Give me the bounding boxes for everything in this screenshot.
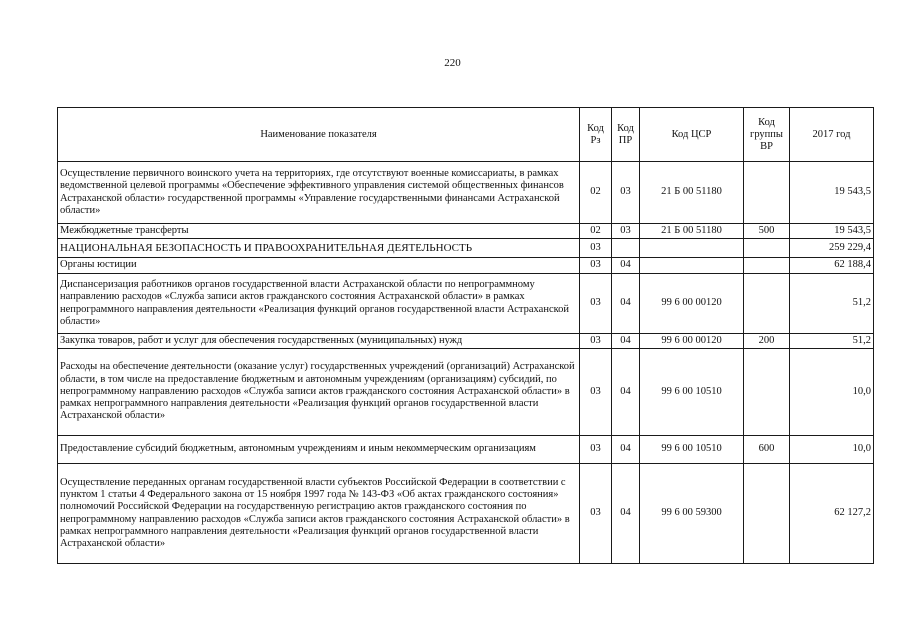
table-row [58,162,874,224]
budget-table [57,107,874,564]
row-amount: 51,2 [790,334,874,349]
row-name: Расходы на обеспечение деятельности (оказание услуг) государственных учреждений (организаций) Астраханской области, в том числе на предоставление бюджетным и автономным учреждениям (организациям) субсидий, по непрограммному направлению расходов «Служба записи актов гражданского состояния Астраханской области» в рамках непрограммного направления деятельности «Реализация функций органов государственной власти Астраханской области» [58,349,580,436]
table-header-row [58,108,874,162]
row-vr [744,274,790,334]
table-row [58,334,874,349]
page-number: 220 [444,57,461,69]
row-rz: 03 [580,334,612,349]
row-csr [640,258,744,274]
table-row [58,258,874,274]
row-rz: 03 [580,239,612,258]
row-amount: 62 127,2 [790,464,874,564]
row-vr [744,162,790,224]
row-csr: 21 Б 00 51180 [640,224,744,239]
row-pr: 04 [612,349,640,436]
row-rz: 03 [580,436,612,464]
row-amount: 19 543,5 [790,224,874,239]
row-csr: 99 6 00 00120 [640,274,744,334]
row-pr: 04 [612,258,640,274]
row-vr: 500 [744,224,790,239]
row-csr: 99 6 00 00120 [640,334,744,349]
row-vr [744,349,790,436]
row-name: НАЦИОНАЛЬНАЯ БЕЗОПАСНОСТЬ И ПРАВООХРАНИТЕЛЬНАЯ ДЕЯТЕЛЬНОСТЬ [58,239,580,258]
row-name: Предоставление субсидий бюджетным, автономным учреждениям и иным некоммерческим организациям [58,436,580,464]
row-csr: 99 6 00 10510 [640,436,744,464]
row-vr [744,239,790,258]
row-amount: 62 188,4 [790,258,874,274]
row-rz: 02 [580,224,612,239]
header-year: 2017 год [790,108,874,162]
row-pr: 04 [612,334,640,349]
row-name: Диспансеризация работников органов государственной власти Астраханской области по непрограммному направлению расходов «Служба записи актов гражданского состояния Астраханской области» в рамках непрограммного направления деятельности «Реализация функций органов государственной власти Астраханской области» [58,274,580,334]
row-vr [744,464,790,564]
table-row [58,349,874,436]
row-amount: 10,0 [790,349,874,436]
row-rz: 03 [580,258,612,274]
header-pr: Код ПР [612,108,640,162]
row-amount: 19 543,5 [790,162,874,224]
row-vr: 200 [744,334,790,349]
row-name: Органы юстиции [58,258,580,274]
row-rz: 03 [580,349,612,436]
row-name: Осуществление первичного воинского учета на территориях, где отсутствуют военные комиссариаты, в рамках ведомственной целевой программы «Обеспечение эффективного управления системой общественных финансов Астраханской области» государственной программы «Управление государственными финансами Астраханской области» [58,162,580,224]
table-row [58,464,874,564]
row-pr: 03 [612,162,640,224]
row-rz: 02 [580,162,612,224]
row-csr: 99 6 00 59300 [640,464,744,564]
header-csr: Код ЦСР [640,108,744,162]
row-name: Осуществление переданных органам государственной власти субъектов Российской Федерации в соответствии с пунктом 1 статьи 4 Федерального закона от 15 ноября 1997 года № 143-ФЗ «Об актах гражданского состояния» полномочий Российской Федерации на государственную регистрацию актов гражданского состояния по непрограммному направлению расходов «Служба записи актов гражданского состояния Астраханской области» в рамках непрограммного направления деятельности «Реализация функций органов государственной власти Астраханской области» [58,464,580,564]
header-vr: Код группы ВР [744,108,790,162]
row-pr: 04 [612,436,640,464]
row-name: Закупка товаров, работ и услуг для обеспечения государственных (муниципальных) нужд [58,334,580,349]
row-pr: 03 [612,224,640,239]
row-csr: 21 Б 00 51180 [640,162,744,224]
row-rz: 03 [580,464,612,564]
header-rz: Код Рз [580,108,612,162]
row-vr: 600 [744,436,790,464]
row-name: Межбюджетные трансферты [58,224,580,239]
row-csr: 99 6 00 10510 [640,349,744,436]
row-amount: 51,2 [790,274,874,334]
row-vr [744,258,790,274]
row-amount: 259 229,4 [790,239,874,258]
row-pr [612,239,640,258]
header-name: Наименование показателя [58,108,580,162]
table-row [58,224,874,239]
table-row [58,436,874,464]
row-csr [640,239,744,258]
row-amount: 10,0 [790,436,874,464]
row-pr: 04 [612,464,640,564]
row-rz: 03 [580,274,612,334]
table-row [58,274,874,334]
row-pr: 04 [612,274,640,334]
table-row [58,239,874,258]
